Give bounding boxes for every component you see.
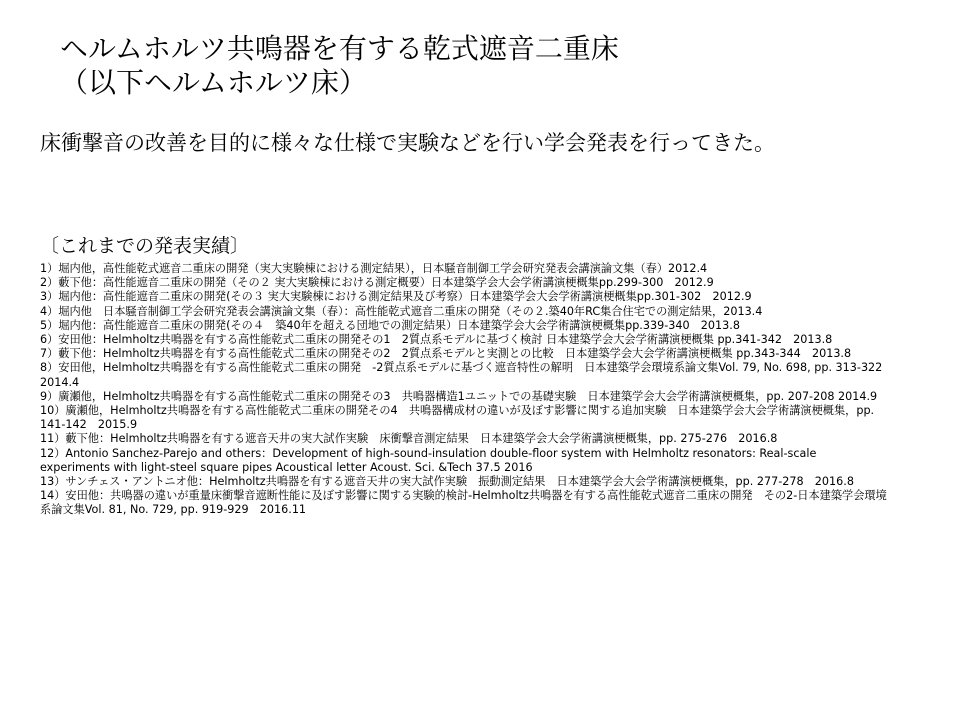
reference-item: 8）安田他，Helmholtz共鳴器を有する高性能乾式二重床の開発 -2質点系モデルに基づく遮音特性の解明 日本建築学会環境系論文集Vol. 79, No. 698, pp. 313-322 2014.4	[40, 361, 894, 389]
reference-item: 6）安田他：Helmholtz共鳴器を有する高性能乾式二重床の開発その1 2質点系モデルに基づく検討 日本建築学会大会学術講演梗概集 pp.341-342 2013.8	[40, 333, 833, 347]
reference-item: 4）堀内他 日本騒音制御工学会研究発表会講演論文集（春）：高性能乾式遮音二重床の開発（その２.築40年RC集合住宅での測定結果，2013.4	[40, 304, 763, 318]
reference-item: 5）堀内他：高性能遮音二重床の開発(その４ 築40年を超える団地での測定結果）日本建築学会大会学術講演梗概集pp.339-340 2013.8	[40, 318, 740, 332]
reference-item: 13）サンチェス・アントニオ他：Helmholtz共鳴器を有する遮音天井の実大試作実験 振動測定結果 日本建築学会大会学術講演梗概集，pp. 277-278 2016.8	[40, 475, 854, 489]
slide-title-line-2: （以下ヘルムホルツ床）	[60, 66, 367, 99]
reference-item: 12）Antonio Sanchez-Parejo and others：Development of high-sound-insulation double-floor system with Helmholtz resonators: Real-scale experiments with light-steel square pipes Acoustical letter Acoust. Sci. &Tech 37.5 2016	[40, 446, 817, 474]
reference-item: 3）堀内他：高性能遮音二重床の開発(その３ 実大実験棟における測定結果及び考察）日本建築学会大会学術講演梗概集pp.301-302 2012.9	[40, 290, 752, 304]
reference-item: 2）藪下他：高性能遮音二重床の開発（その２ 実大実験棟における測定概要）日本建築学会大会学術講演梗概集pp.299-300 2012.9	[40, 276, 714, 290]
slide-title-line-1: ヘルムホルツ共鳴器を有する乾式遮音二重床	[60, 32, 619, 65]
intro-text: 床衝撃音の改善を目的に様々な仕様で実験などを行い学会発表を行ってきた。	[40, 131, 775, 155]
slide-title	[60, 32, 920, 100]
references-list	[40, 262, 894, 518]
reference-item: 7）藪下他：Helmholtz共鳴器を有する高性能乾式二重床の開発その2 2質点系モデルと実測との比較 日本建築学会大会学術講演梗概集 pp.343-344 2013.8	[40, 347, 852, 361]
reference-item: 9）廣瀬他，Helmholtz共鳴器を有する高性能乾式二重床の開発その3 共鳴器構造1ユニットでの基礎実験 日本建築学会大会学術講演梗概集，pp. 207-208 2014.9	[40, 389, 878, 403]
reference-item: 11）藪下他：Helmholtz共鳴器を有する遮音天井の実大試作実験 床衝撃音測定結果 日本建築学会大会学術講演梗概集，pp. 275-276 2016.8	[40, 432, 778, 446]
reference-item: 1）堀内他，高性能乾式遮音二重床の開発（実大実験棟における測定結果），日本騒音制御工学会研究発表会講演論文集（春）2012.4	[40, 262, 708, 275]
references-heading: 〔これまでの発表実績〕	[40, 235, 250, 257]
reference-item: 10）廣瀬他，Helmholtz共鳴器を有する高性能乾式二重床の開発その4 共鳴器構成材の違いが及ぼす影響に関する追加実験 日本建築学会大会学術講演梗概集，pp. 141-142 2015.9	[40, 404, 875, 432]
reference-item: 14）安田他：共鳴器の違いが重量床衝撃音遮断性能に及ぼす影響に関する実験的検討-Helmholtz共鳴器を有する高性能乾式遮音二重床の開発 その2-日本建築学会環境系論文集Vol. 81, No. 729, pp. 919-929 2016.11	[40, 489, 887, 517]
